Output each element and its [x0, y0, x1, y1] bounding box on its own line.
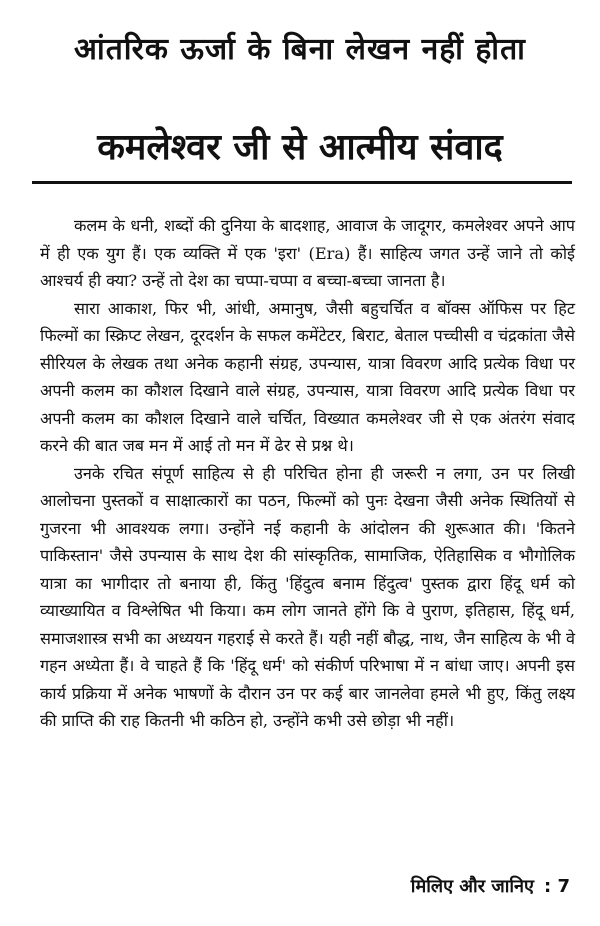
paragraph-1: कलम के धनी, शब्दों की दुनिया के बादशाह, आवाज के जादूगर, कमलेश्वर अपने आप में ही एक युग हैं। एक व्यक्ति में एक 'इरा' (Era) हैं। साहित्य जगत उन्हें जाने तो कोई आश्चर्य ही क्या? उन्हें तो देश का चप्पा-चप्पा व बच्चा-बच्चा जानता है। — [40, 216, 575, 290]
footer-separator: : — [543, 876, 552, 897]
page-footer — [411, 875, 570, 899]
article-heading: कमलेश्वर जी से आत्मीय संवाद — [97, 127, 503, 168]
chapter-title: आंतरिक ऊर्जा के बिना लेखन नहीं होता — [74, 32, 526, 67]
page-number: 7 — [557, 876, 570, 897]
running-footer-title: मिलिए और जानिए — [410, 876, 534, 897]
paragraph-2: सारा आकाश, फिर भी, आंधी, अमानुष, जैसी बहुचर्चित व बॉक्स ऑफिस पर हिट फिल्मों का स्क्रिप्ट लेखन, दूरदर्शन के सफल कमेंटेटर, बिराट, बेताल पच्चीसी व चंद्रकांता जैसे सीरियल के लेखक तथा अनेक कहानी संग्रह, उपन्यास, यात्रा विवरण आदि प्रत्येक विधा पर अपनी कलम का कौशल दिखाने वाले संग्रह, उपन्यास, यात्रा विवरण आदि प्रत्येक विधा पर अपनी कलम का कौशल दिखाने वाले चर्चित, विख्यात कमलेश्वर जी से एक अंतरंग संवाद करने की बात जब मन में आई तो मन में ढेर से प्रश्न थे। — [40, 298, 575, 455]
article-body — [40, 212, 575, 735]
paragraph-3: उनके रचित संपूर्ण साहित्य से ही परिचित होना ही जरूरी न लगा, उन पर लिखी आलोचना पुस्तकों व साक्षात्कारों का पठन, फिल्मों को पुनः देखना जैसी अनेक स्थितियों से गुजरना भी आवश्यक लगा। उन्होंने नई कहानी के आंदोलन की शुरूआत की। 'कितने पाकिस्तान' जैसे उपन्यास के साथ देश की सांस्कृतिक, सामाजिक, ऐतिहासिक व भौगोलिक यात्रा का भागीदार तो बनाया ही, किंतु 'हिंदुत्व बनाम हिंदुत्व' पुस्तक द्वारा हिंदू धर्म को व्याख्यायित व विश्लेषित भी किया। कम लोग जानते होंगे कि वे पुराण, इतिहास, हिंदू धर्म, समाजशास्त्र सभी का अध्ययन गहराई से करते हैं। यही नहीं बौद्ध, नाथ, जैन साहित्य के भी वे गहन अध्येता हैं। वे चाहते हैं कि 'हिंदू धर्म' को संकीर्ण परिभाषा में न बांधा जाए। अपनी इस कार्य प्रक्रिया में अनेक भाषणों के दौरान उन पर कई बार जानलेवा हमले भी हुए, किंतु लक्ष्य की प्राप्ति की राह कितनी भी कठिन हो, उन्होंने कभी उसे छोड़ा भी नहीं। — [40, 463, 575, 730]
heading-divider — [32, 181, 572, 184]
